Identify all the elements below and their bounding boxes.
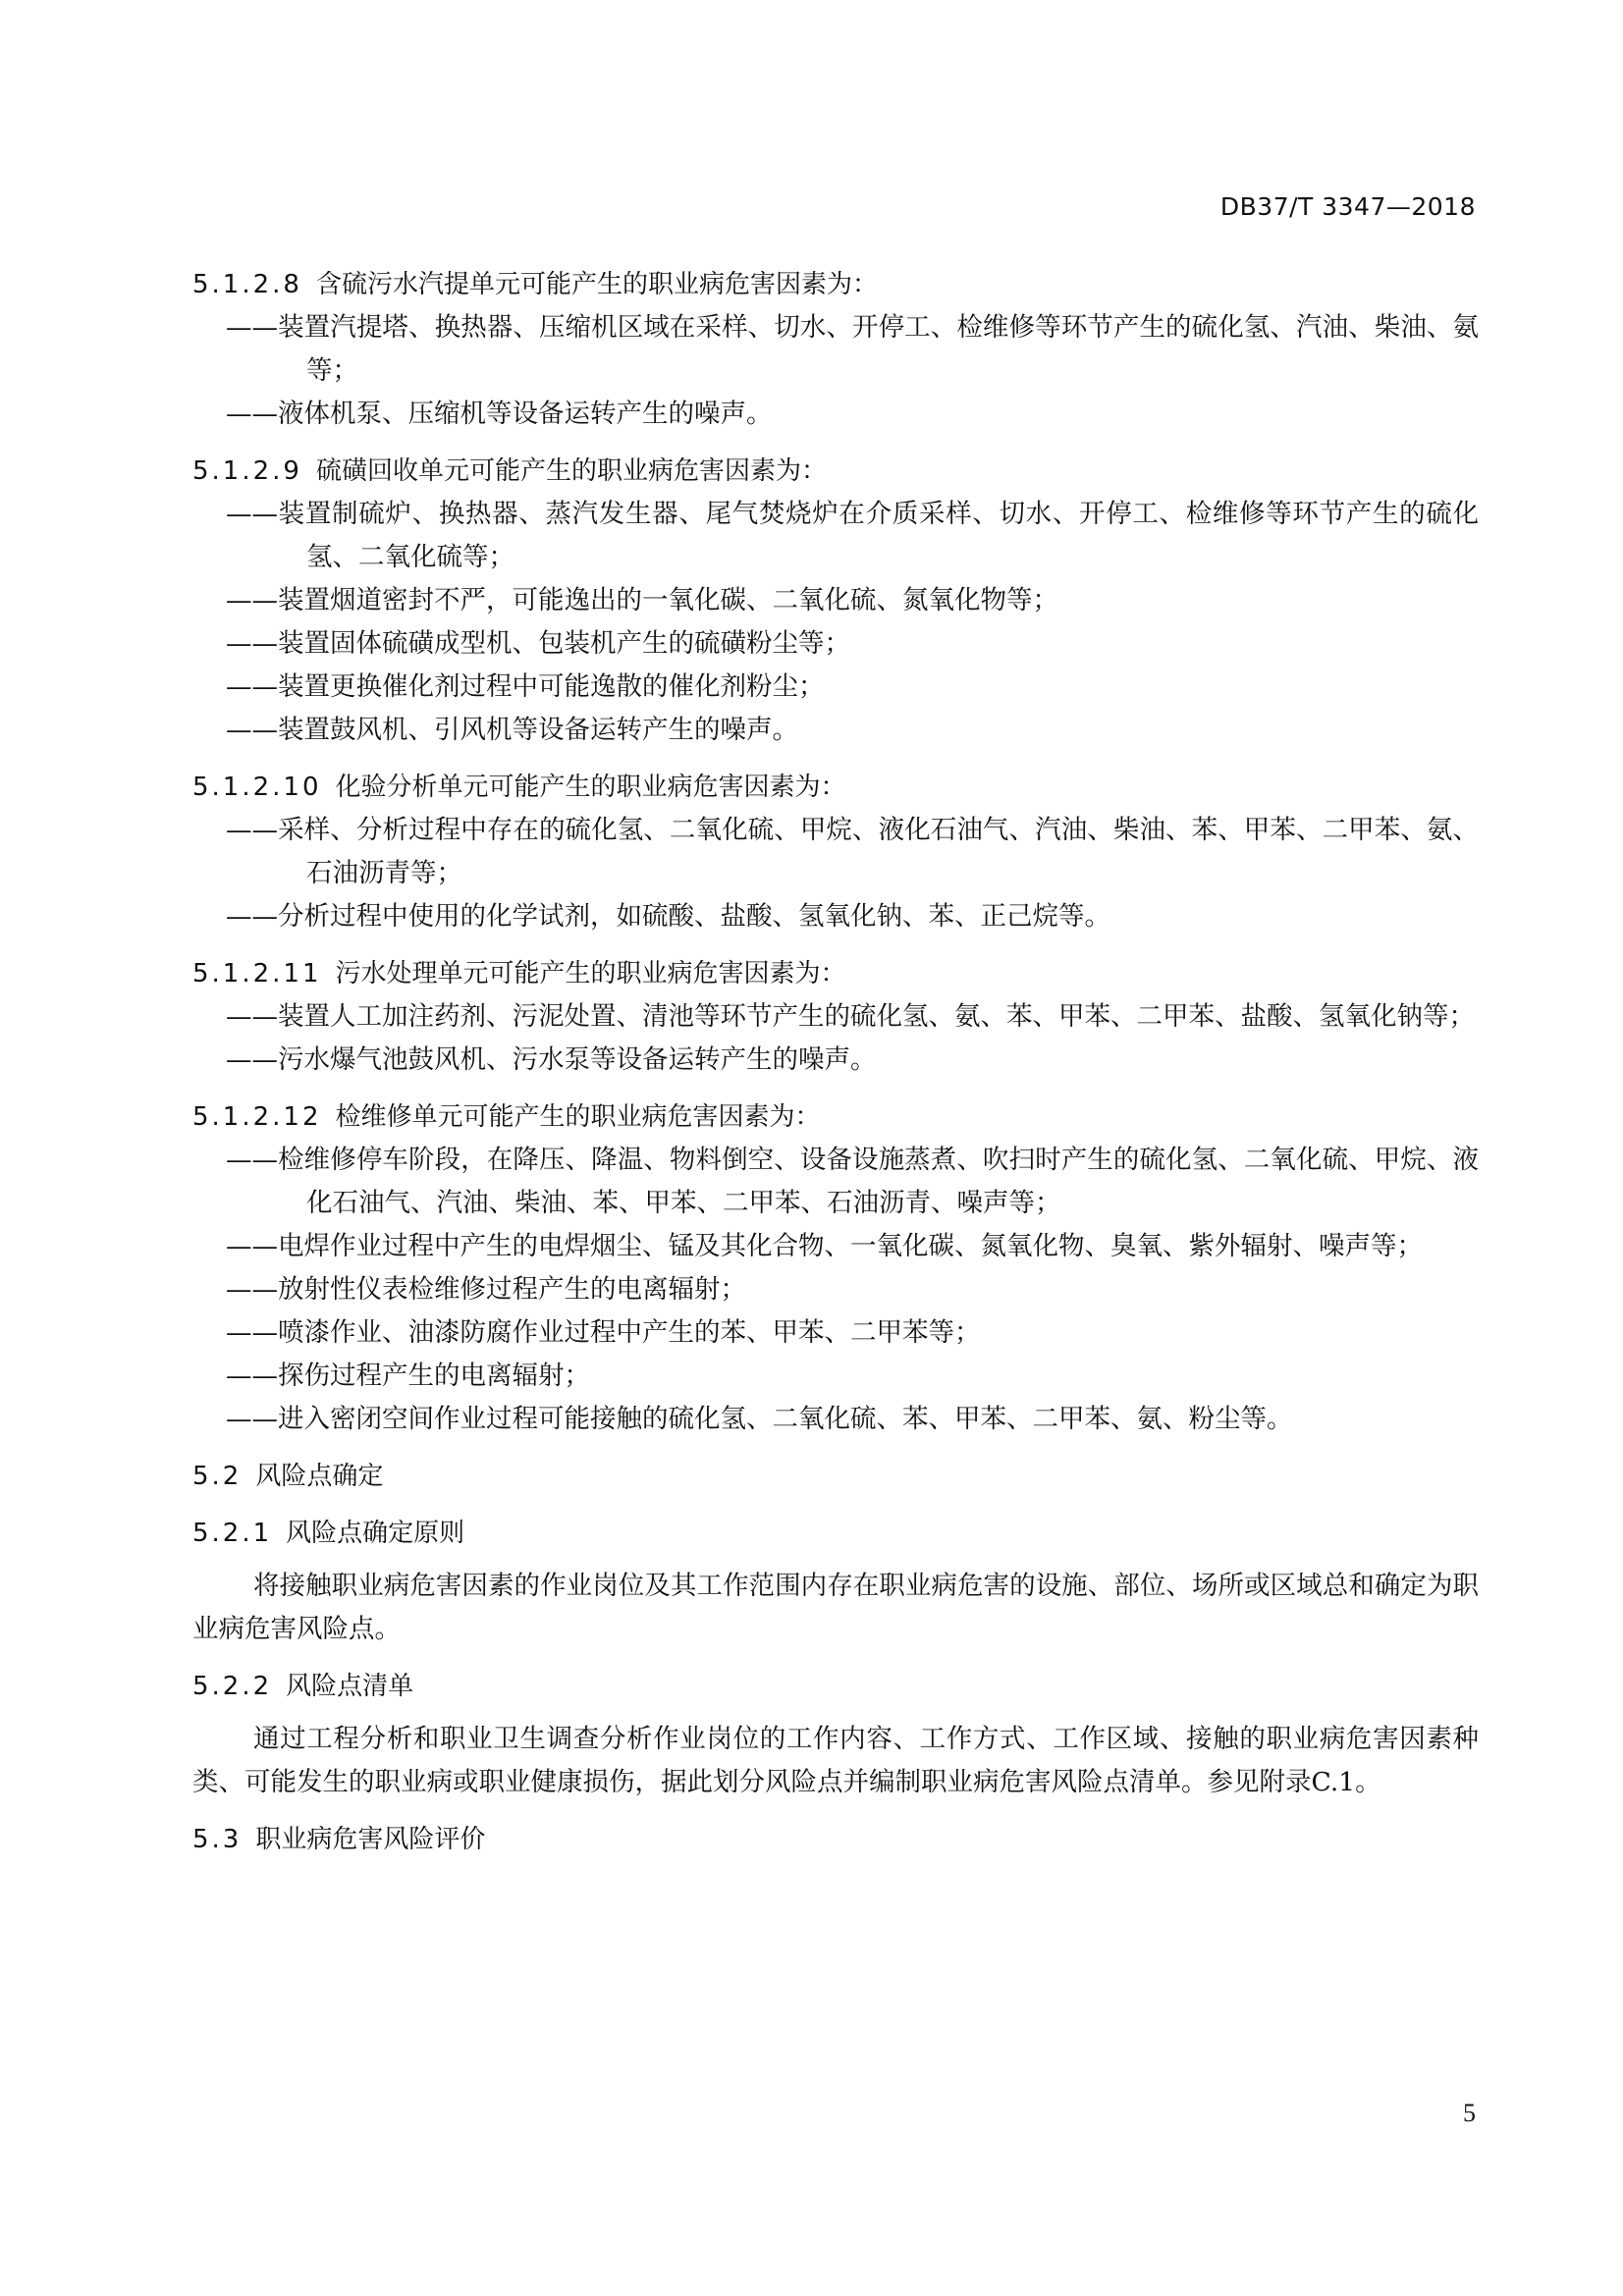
section-heading (192, 1095, 1479, 1139)
section-heading (192, 952, 1479, 995)
section-number: 5.1.2.12 (192, 1102, 322, 1132)
section-title: 风险点确定 (255, 1462, 384, 1491)
section-number: 5.2.2 (192, 1672, 273, 1701)
section-number: 5.1.2.11 (192, 959, 322, 988)
section-heading (192, 450, 1479, 493)
section-title: 风险点清单 (286, 1672, 414, 1701)
section-number: 5.3 (192, 1825, 243, 1854)
section-number: 5.2 (192, 1462, 243, 1491)
page-content (192, 263, 1479, 1861)
list-item: ——装置汽提塔、换热器、压缩机区域在采样、切水、开停工、检维修等环节产生的硫化氢、汽油、柴油、氨等； (226, 312, 1479, 386)
list-item: ——探伤过程产生的电离辐射； (226, 1361, 590, 1391)
section-5-1-2-8 (192, 263, 1479, 436)
section-number: 5.2.1 (192, 1519, 273, 1548)
list-item: ——检维修停车阶段，在降压、降温、物料倒空、设备设施蒸煮、吹扫时产生的硫化氢、二氧化硫、甲烷、液化石油气、汽油、柴油、苯、甲苯、二甲苯、石油沥青、噪声等； (226, 1145, 1479, 1218)
section-title: 职业病危害风险评价 (255, 1825, 486, 1854)
list-item: ——液体机泵、压缩机等设备运转产生的噪声。 (226, 399, 773, 429)
list-item: ——喷漆作业、油漆防腐作业过程中产生的苯、甲苯、二甲苯等； (226, 1317, 981, 1348)
section-heading-5-2-2 (192, 1665, 1479, 1708)
list-item: ——装置鼓风机、引风机等设备运转产生的噪声。 (226, 715, 798, 745)
list-item: ——装置烟道密封不严，可能逸出的一氧化碳、二氧化硫、氮氧化物等； (226, 585, 1058, 615)
section-title: 硫磺回收单元可能产生的职业病危害因素为： (315, 456, 827, 486)
section-number: 5.1.2.8 (192, 270, 302, 299)
paragraph: 通过工程分析和职业卫生调查分析作业岗位的工作内容、工作方式、工作区域、接触的职业病危害因素种类、可能发生的职业病或职业健康损伤，据此划分风险点并编制职业病危害风险点清单。参见附录C.1。 (192, 1724, 1479, 1797)
document-code: DB37/T 3347—2018 (1219, 192, 1476, 221)
section-heading (192, 766, 1479, 809)
section-5-1-2-10 (192, 766, 1479, 938)
section-heading (192, 263, 1479, 306)
list-item: ——电焊作业过程中产生的电焊烟尘、锰及其化合物、一氧化碳、氮氧化物、臭氧、紫外辐射、噪声等； (226, 1231, 1423, 1261)
page-number: 5 (1463, 2099, 1476, 2127)
section-5-1-2-11 (192, 952, 1479, 1082)
list-item: ——装置人工加注药剂、污泥处置、清池等环节产生的硫化氢、氨、苯、甲苯、二甲苯、盐酸、氢氧化钠等； (226, 1001, 1475, 1032)
list-item: ——装置固体硫磺成型机、包装机产生的硫磺粉尘等； (226, 628, 850, 659)
section-heading-5-2 (192, 1455, 1479, 1498)
list-item: ——放射性仪表检维修过程产生的电离辐射； (226, 1274, 746, 1305)
section-title: 含硫污水汽提单元可能产生的职业病危害因素为： (315, 270, 878, 299)
list-item: ——进入密闭空间作业过程可能接触的硫化氢、二氧化硫、苯、甲苯、二甲苯、氨、粉尘等。 (226, 1404, 1293, 1434)
section-title: 化验分析单元可能产生的职业病危害因素为： (335, 773, 846, 802)
section-number: 5.1.2.10 (192, 773, 322, 802)
list-item: ——采样、分析过程中存在的硫化氢、二氧化硫、甲烷、液化石油气、汽油、柴油、苯、甲苯、二甲苯、氨、石油沥青等； (226, 815, 1479, 888)
section-5-1-2-12 (192, 1095, 1479, 1441)
section-heading-5-2-1 (192, 1512, 1479, 1555)
list-item: ——装置更换催化剂过程中可能逸散的催化剂粉尘； (226, 671, 825, 702)
list-item: ——分析过程中使用的化学试剂，如硫酸、盐酸、氢氧化钠、苯、正己烷等。 (226, 901, 1110, 932)
list-item: ——污水爆气池鼓风机、污水泵等设备运转产生的噪声。 (226, 1044, 877, 1075)
paragraph: 将接触职业病危害因素的作业岗位及其工作范围内存在职业病危害的设施、部位、场所或区域总和确定为职业病危害风险点。 (192, 1571, 1479, 1644)
section-title: 风险点确定原则 (286, 1519, 465, 1548)
section-5-1-2-9 (192, 450, 1479, 752)
section-number: 5.1.2.9 (192, 456, 302, 486)
section-heading-5-3 (192, 1818, 1479, 1861)
list-item: ——装置制硫炉、换热器、蒸汽发生器、尾气焚烧炉在介质采样、切水、开停工、检维修等环节产生的硫化氢、二氧化硫等； (226, 499, 1479, 572)
section-title: 检维修单元可能产生的职业病危害因素为： (335, 1102, 821, 1132)
section-title: 污水处理单元可能产生的职业病危害因素为： (335, 959, 846, 988)
